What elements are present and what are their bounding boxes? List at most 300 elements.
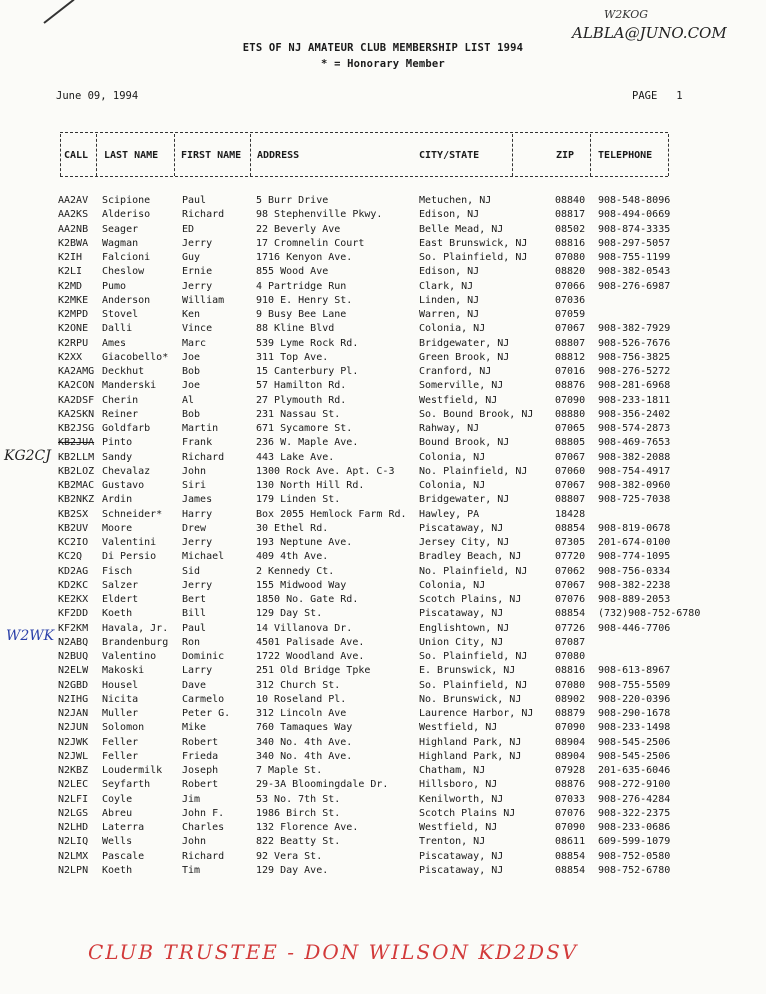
first-name-cell: Bill	[182, 608, 207, 620]
first-name-cell: Jerry	[182, 537, 213, 548]
last-name-cell: Ardin	[102, 494, 133, 506]
zip-code-cell: 08840	[555, 195, 586, 206]
column-header-first-name: FIRST NAME	[181, 150, 242, 161]
column-header-last-name: LAST NAME	[104, 150, 159, 161]
first-name-cell: Dave	[182, 679, 207, 691]
zip-code-cell: 08611	[555, 836, 586, 848]
zip-code-cell: 08876	[555, 380, 586, 392]
city-state-cell: Piscataway, NJ	[419, 864, 504, 876]
telephone-cell: 908-545-2506	[598, 736, 671, 748]
city-state-cell: Westfield, NJ	[419, 722, 498, 734]
city-state-cell: Edison, NJ	[419, 209, 480, 221]
address-cell: 193 Neptune Ave.	[256, 537, 353, 548]
address-cell: 760 Tamaques Way	[256, 722, 353, 734]
call-sign-cell: KB2SX	[58, 508, 89, 520]
telephone-cell: 908-613-8967	[598, 665, 671, 677]
last-name-cell: Havala, Jr.	[102, 622, 169, 634]
last-name-cell: Coyle	[102, 793, 133, 805]
last-name-cell: Seager	[102, 223, 139, 235]
call-sign-cell: K2XX	[58, 351, 83, 363]
last-name-cell: Valentino	[102, 651, 157, 662]
city-state-cell: Clark, NJ	[419, 280, 474, 292]
telephone-cell: 908-574-2873	[598, 423, 671, 434]
call-sign-cell: KE2KX	[58, 594, 89, 605]
last-name-cell: Manderski	[102, 380, 157, 392]
first-name-cell: Carmelo	[182, 693, 225, 705]
zip-code-cell: 07067	[555, 579, 586, 591]
first-name-cell: Richard	[182, 209, 225, 221]
last-name-cell: Schneider*	[102, 508, 163, 520]
city-state-cell: No. Brunswick, NJ	[419, 693, 522, 705]
city-state-cell: No. Plainfield, NJ	[419, 465, 528, 477]
last-name-cell: Koeth	[102, 608, 133, 620]
zip-code-cell: 08805	[555, 437, 586, 449]
address-cell: 311 Top Ave.	[256, 351, 329, 363]
first-name-cell: Ron	[182, 636, 201, 648]
last-name-cell: Valentini	[102, 537, 157, 548]
city-state-cell: Belle Mead, NJ	[419, 223, 504, 235]
handwritten-trustee-note: CLUB TRUSTEE - DON WILSON KD2DSV	[88, 940, 579, 964]
first-name-cell: Sid	[182, 565, 201, 577]
telephone-cell: 908-233-0686	[598, 822, 671, 833]
last-name-cell: Feller	[102, 736, 139, 748]
address-cell: 22 Beverly Ave	[256, 223, 341, 235]
telephone-cell: 201-674-0100	[598, 537, 671, 548]
city-state-cell: Warren, NJ	[419, 309, 480, 320]
address-cell: 5 Burr Drive	[256, 195, 329, 206]
telephone-cell: 908-272-9100	[598, 779, 671, 791]
column-header-call: CALL	[64, 150, 89, 161]
zip-code-cell: 08904	[555, 736, 586, 748]
telephone-cell: 908-526-7676	[598, 337, 671, 349]
address-cell: 29-3A Bloomingdale Dr.	[256, 779, 389, 791]
first-name-cell: Siri	[182, 480, 207, 491]
address-cell: 27 Plymouth Rd.	[256, 394, 347, 406]
last-name-cell: Reiner	[102, 408, 139, 420]
call-sign-cell: KB2LOZ	[58, 465, 95, 477]
telephone-cell: (732)908-752-6780	[598, 608, 701, 620]
telephone-cell: 908-774-1095	[598, 551, 671, 563]
city-state-cell: Somerville, NJ	[419, 380, 504, 392]
telephone-cell: 908-819-0678	[598, 522, 671, 534]
telephone-cell: 908-752-0580	[598, 850, 671, 862]
zip-code-cell: 08816	[555, 665, 586, 677]
first-name-cell: Dominic	[182, 651, 225, 662]
call-sign-cell: K2BWA	[58, 237, 89, 249]
last-name-cell: Sandy	[102, 451, 133, 463]
last-name-cell: Dalli	[102, 323, 133, 335]
last-name-cell: Pascale	[102, 850, 145, 862]
telephone-cell: 908-494-0669	[598, 209, 671, 221]
city-state-cell: Hillsboro, NJ	[419, 779, 498, 791]
call-sign-cell: N2BUQ	[58, 651, 89, 662]
call-sign-cell: KB2JSG	[58, 423, 95, 434]
zip-code-cell: 07060	[555, 465, 586, 477]
address-cell: 92 Vera St.	[256, 850, 323, 862]
zip-code-cell: 07036	[555, 294, 586, 306]
first-name-cell: William	[182, 294, 225, 306]
telephone-cell: 908-382-2088	[598, 451, 671, 463]
zip-code-cell: 07076	[555, 594, 586, 605]
zip-code-cell: 08816	[555, 237, 586, 249]
first-name-cell: Harry	[182, 508, 213, 520]
zip-code-cell: 08854	[555, 522, 586, 534]
address-cell: 9 Busy Bee Lane	[256, 309, 347, 320]
telephone-cell: 908-382-0543	[598, 266, 671, 278]
first-name-cell: Robert	[182, 779, 219, 791]
call-sign-cell: N2GBD	[58, 679, 89, 691]
telephone-cell: 908-469-7653	[598, 437, 671, 449]
zip-code-cell: 08854	[555, 864, 586, 876]
first-name-cell: Marc	[182, 337, 207, 349]
telephone-cell: 908-281-6968	[598, 380, 671, 392]
first-name-cell: Charles	[182, 822, 225, 833]
address-cell: 855 Wood Ave	[256, 266, 329, 278]
call-sign-cell: KA2AMG	[58, 366, 95, 377]
first-name-cell: Martin	[182, 423, 219, 434]
address-cell: 1722 Woodland Ave.	[256, 651, 365, 662]
call-sign-cell: N2IHG	[58, 693, 89, 705]
zip-code-cell: 08876	[555, 779, 586, 791]
city-state-cell: Piscataway, NJ	[419, 608, 504, 620]
city-state-cell: Bound Brook, NJ	[419, 437, 510, 449]
first-name-cell: Jerry	[182, 237, 213, 249]
telephone-cell: 908-756-3825	[598, 351, 671, 363]
call-sign-cell: N2LPN	[58, 864, 89, 876]
header-rule-bottom	[60, 176, 668, 177]
address-cell: 88 Kline Blvd	[256, 323, 335, 335]
first-name-cell: Drew	[182, 522, 207, 534]
last-name-cell: Salzer	[102, 579, 139, 591]
zip-code-cell: 08879	[555, 708, 586, 719]
address-cell: 155 Midwood Way	[256, 579, 347, 591]
last-name-cell: Muller	[102, 708, 139, 719]
address-cell: Box 2055 Hemlock Farm Rd.	[256, 508, 407, 520]
address-cell: 312 Church St.	[256, 679, 341, 691]
address-cell: 53 No. 7th St.	[256, 793, 341, 805]
telephone-cell: 908-276-4284	[598, 793, 671, 805]
city-state-cell: Bradley Beach, NJ	[419, 551, 522, 563]
city-state-cell: Westfield, NJ	[419, 822, 498, 833]
call-sign-cell: KA2CON	[58, 380, 95, 392]
call-sign-cell: N2ABQ	[58, 636, 89, 648]
zip-code-cell: 07080	[555, 252, 586, 263]
city-state-cell: Jersey City, NJ	[419, 537, 510, 548]
address-cell: 179 Linden St.	[256, 494, 341, 506]
call-sign-cell: KC2IO	[58, 537, 89, 548]
last-name-cell: Gustavo	[102, 480, 145, 491]
address-cell: 236 W. Maple Ave.	[256, 437, 359, 449]
address-cell: 57 Hamilton Rd.	[256, 380, 347, 392]
last-name-cell: Cherin	[102, 394, 139, 406]
telephone-cell: 908-276-6987	[598, 280, 671, 292]
city-state-cell: Trenton, NJ	[419, 836, 486, 848]
first-name-cell: Bob	[182, 408, 201, 420]
telephone-cell: 908-297-5057	[598, 237, 671, 249]
call-sign-cell: KC2Q	[58, 551, 83, 563]
zip-code-cell: 07067	[555, 451, 586, 463]
call-sign-cell: K2RPU	[58, 337, 89, 349]
call-sign-cell: AA2AV	[58, 195, 89, 206]
first-name-cell: John	[182, 836, 207, 848]
zip-code-cell: 07305	[555, 537, 586, 548]
telephone-cell: 908-233-1811	[598, 394, 671, 406]
address-cell: 30 Ethel Rd.	[256, 522, 329, 534]
first-name-cell: Frieda	[182, 750, 219, 762]
zip-code-cell: 08807	[555, 494, 586, 506]
city-state-cell: East Brunswick, NJ	[419, 237, 528, 249]
last-name-cell: Pumo	[102, 280, 127, 292]
address-cell: 822 Beatty St.	[256, 836, 341, 848]
zip-code-cell: 08854	[555, 608, 586, 620]
zip-code-cell: 07087	[555, 636, 586, 648]
last-name-cell: Laterra	[102, 822, 145, 833]
last-name-cell: Feller	[102, 750, 139, 762]
zip-code-cell: 08854	[555, 850, 586, 862]
city-state-cell: Metuchen, NJ	[419, 195, 492, 206]
column-header-address: ADDRESS	[257, 150, 300, 161]
address-cell: 409 4th Ave.	[256, 551, 329, 563]
header-divider	[96, 134, 97, 176]
address-cell: 17 Cromnelin Court	[256, 237, 365, 249]
call-sign-cell: N2JWL	[58, 750, 89, 762]
city-state-cell: Highland Park, NJ	[419, 736, 522, 748]
city-state-cell: Colonia, NJ	[419, 323, 486, 335]
call-sign-cell: N2JUN	[58, 722, 89, 734]
city-state-cell: Chatham, NJ	[419, 765, 486, 776]
address-cell: 1300 Rock Ave. Apt. C-3	[256, 465, 395, 477]
call-sign-cell: N2LMX	[58, 850, 89, 862]
address-cell: 539 Lyme Rock Rd.	[256, 337, 359, 349]
zip-code-cell: 07928	[555, 765, 586, 776]
pen-mark	[43, 0, 74, 24]
zip-code-cell: 07720	[555, 551, 586, 563]
city-state-cell: Scotch Plains, NJ	[419, 594, 522, 605]
last-name-cell: Chevalaz	[102, 465, 151, 477]
zip-code-cell: 08902	[555, 693, 586, 705]
last-name-cell: Deckhut	[102, 366, 145, 377]
page-indicator	[632, 90, 683, 102]
city-state-cell: No. Plainfield, NJ	[419, 565, 528, 577]
zip-code-cell: 08817	[555, 209, 586, 221]
first-name-cell: Joseph	[182, 765, 219, 776]
first-name-cell: Paul	[182, 622, 207, 634]
telephone-cell: 908-220-0396	[598, 693, 671, 705]
last-name-cell: Moore	[102, 522, 133, 534]
call-sign-cell: N2JAN	[58, 708, 89, 719]
address-cell: 4 Partridge Run	[256, 280, 347, 292]
zip-code-cell: 07080	[555, 679, 586, 691]
page-label: PAGE	[632, 90, 658, 102]
first-name-cell: Joe	[182, 380, 201, 392]
first-name-cell: John	[182, 465, 207, 477]
city-state-cell: Rahway, NJ	[419, 423, 480, 434]
call-sign-cell: KB2UV	[58, 522, 89, 534]
first-name-cell: John F.	[182, 807, 225, 819]
last-name-cell: Stovel	[102, 309, 139, 320]
column-header-zip: ZIP	[556, 150, 575, 161]
first-name-cell: Peter G.	[182, 708, 231, 719]
first-name-cell: Guy	[182, 252, 201, 263]
first-name-cell: Jim	[182, 793, 201, 805]
address-cell: 14 Villanova Dr.	[256, 622, 353, 634]
call-sign-cell: K2IH	[58, 252, 83, 263]
zip-code-cell: 08502	[555, 223, 586, 235]
last-name-cell: Makoski	[102, 665, 145, 677]
last-name-cell: Seyfarth	[102, 779, 151, 791]
list-date: June 09, 1994	[56, 90, 139, 102]
first-name-cell: Tim	[182, 864, 201, 876]
telephone-cell: 908-755-5509	[598, 679, 671, 691]
first-name-cell: Bert	[182, 594, 207, 605]
call-sign-cell: AA2NB	[58, 223, 89, 235]
call-sign-cell: KF2KM	[58, 622, 89, 634]
address-cell: 10 Roseland Pl.	[256, 693, 347, 705]
telephone-cell: 908-382-7929	[598, 323, 671, 335]
header-divider	[590, 134, 591, 176]
last-name-cell: Abreu	[102, 807, 133, 819]
telephone-cell: 908-756-0334	[598, 565, 671, 577]
city-state-cell: So. Bound Brook, NJ	[419, 408, 534, 420]
telephone-cell: 908-889-2053	[598, 594, 671, 605]
telephone-cell: 908-755-1199	[598, 252, 671, 263]
first-name-cell: Paul	[182, 195, 207, 206]
telephone-cell: 908-356-2402	[598, 408, 671, 420]
header-rule-top	[60, 132, 668, 133]
address-cell: 98 Stephenville Pkwy.	[256, 209, 383, 221]
zip-code-cell: 07033	[555, 793, 586, 805]
call-sign-cell: K2ONE	[58, 323, 89, 335]
city-state-cell: Englishtown, NJ	[419, 622, 510, 634]
handwritten-email: ALBLA@JUNO.COM	[572, 24, 727, 42]
zip-code-cell: 08820	[555, 266, 586, 278]
telephone-cell: 908-752-6780	[598, 864, 671, 876]
last-name-cell: Wagman	[102, 237, 139, 249]
address-cell: 443 Lake Ave.	[256, 451, 335, 463]
city-state-cell: Piscataway, NJ	[419, 522, 504, 534]
last-name-cell: Goldfarb	[102, 423, 151, 434]
city-state-cell: So. Plainfield, NJ	[419, 252, 528, 263]
last-name-cell: Koeth	[102, 864, 133, 876]
address-cell: 15 Canterbury Pl.	[256, 366, 359, 377]
city-state-cell: Linden, NJ	[419, 294, 480, 306]
last-name-cell: Fisch	[102, 565, 133, 577]
address-cell: 4501 Palisade Ave.	[256, 636, 365, 648]
zip-code-cell: 08880	[555, 408, 586, 420]
last-name-cell: Anderson	[102, 294, 151, 306]
first-name-cell: Mike	[182, 722, 207, 734]
call-sign-cell: N2LEC	[58, 779, 89, 791]
address-cell: 231 Nassau St.	[256, 408, 341, 420]
telephone-cell: 609-599-1079	[598, 836, 671, 848]
city-state-cell: So. Plainfield, NJ	[419, 679, 528, 691]
telephone-cell: 908-382-2238	[598, 579, 671, 591]
header-divider	[174, 134, 175, 176]
first-name-cell: Bob	[182, 366, 201, 377]
zip-code-cell: 07090	[555, 722, 586, 734]
address-cell: 251 Old Bridge Tpke	[256, 665, 371, 677]
last-name-cell: Giacobello*	[102, 351, 169, 363]
city-state-cell: Colonia, NJ	[419, 579, 486, 591]
call-sign-cell: N2LIQ	[58, 836, 89, 848]
telephone-cell: 908-874-3335	[598, 223, 671, 235]
address-cell: 910 E. Henry St.	[256, 294, 353, 306]
telephone-cell: 908-446-7706	[598, 622, 671, 634]
zip-code-cell: 08904	[555, 750, 586, 762]
last-name-cell: Brandenburg	[102, 636, 169, 648]
header-divider	[250, 134, 251, 176]
first-name-cell: Ernie	[182, 266, 213, 278]
document-title: ETS OF NJ AMATEUR CLUB MEMBERSHIP LIST 1994	[242, 42, 524, 54]
last-name-cell: Scipione	[102, 195, 151, 206]
column-header-telephone: TELEPHONE	[598, 150, 653, 161]
first-name-cell: Jerry	[182, 579, 213, 591]
call-sign-cell: KA2DSF	[58, 394, 95, 406]
call-sign-cell: KB2LLM	[58, 451, 95, 463]
call-sign-cell: N2LGS	[58, 807, 89, 819]
city-state-cell: Cranford, NJ	[419, 366, 492, 377]
zip-code-cell: 07090	[555, 394, 586, 406]
first-name-cell: Al	[182, 394, 195, 406]
address-cell: 1850 No. Gate Rd.	[256, 594, 359, 605]
first-name-cell: Vince	[182, 323, 213, 335]
first-name-cell: James	[182, 494, 213, 506]
call-sign-cell: N2KBZ	[58, 765, 89, 776]
last-name-cell: Eldert	[102, 594, 139, 605]
last-name-cell: Falcioni	[102, 252, 151, 263]
city-state-cell: Hawley, PA	[419, 508, 480, 520]
zip-code-cell: 07016	[555, 366, 586, 377]
address-cell: 132 Florence Ave.	[256, 822, 359, 833]
city-state-cell: Highland Park, NJ	[419, 750, 522, 762]
city-state-cell: Westfield, NJ	[419, 394, 498, 406]
city-state-cell: Laurence Harbor, NJ	[419, 708, 534, 719]
column-header-city-state: CITY/STATE	[419, 150, 480, 161]
address-cell: 671 Sycamore St.	[256, 423, 353, 434]
last-name-cell: Solomon	[102, 722, 145, 734]
last-name-cell: Nicita	[102, 693, 139, 705]
city-state-cell: Scotch Plains NJ	[419, 807, 516, 819]
city-state-cell: Bridgewater, NJ	[419, 494, 510, 506]
last-name-cell: Di Persio	[102, 551, 157, 563]
telephone-cell: 908-233-1498	[598, 722, 671, 734]
city-state-cell: Colonia, NJ	[419, 480, 486, 491]
first-name-cell: Joe	[182, 351, 201, 363]
last-name-cell: Pinto	[102, 437, 133, 449]
call-sign-cell: K2MD	[58, 280, 83, 292]
call-sign-cell: N2LFI	[58, 793, 89, 805]
address-cell: 1716 Kenyon Ave.	[256, 252, 353, 263]
call-sign-cell: KB2NKZ	[58, 494, 95, 506]
call-sign-cell: N2JWK	[58, 736, 89, 748]
telephone-cell: 908-382-0960	[598, 480, 671, 491]
call-sign-cell: KB2MAC	[58, 480, 95, 491]
call-sign-cell: N2LHD	[58, 822, 89, 833]
city-state-cell: Edison, NJ	[419, 266, 480, 278]
call-sign-cell: KD2KC	[58, 579, 89, 591]
address-cell: 340 No. 4th Ave.	[256, 736, 353, 748]
zip-code-cell: 07067	[555, 323, 586, 335]
address-cell: 7 Maple St.	[256, 765, 323, 776]
first-name-cell: Jerry	[182, 280, 213, 292]
telephone-cell: 908-322-2375	[598, 807, 671, 819]
telephone-cell: 908-725-7038	[598, 494, 671, 506]
call-sign-cell: KA2SKN	[58, 408, 95, 420]
zip-code-cell: 08807	[555, 337, 586, 349]
call-sign-cell: KF2DD	[58, 608, 89, 620]
last-name-cell: Ames	[102, 337, 127, 349]
header-divider	[668, 134, 669, 176]
